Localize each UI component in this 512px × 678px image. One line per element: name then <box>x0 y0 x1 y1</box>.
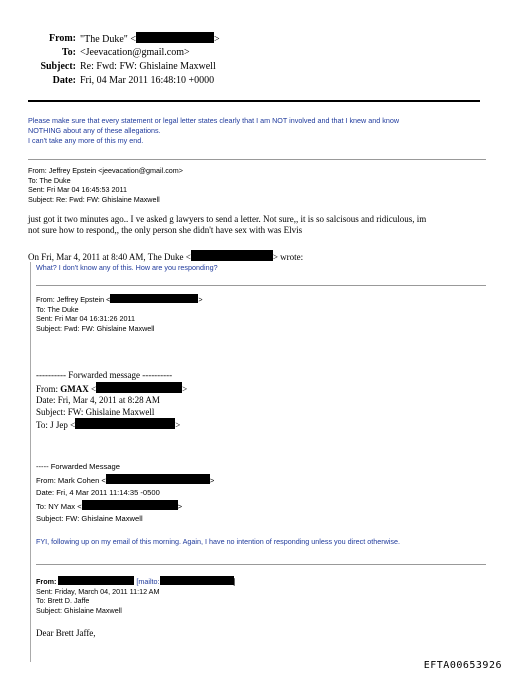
subject-label: Subject: <box>40 61 76 72</box>
forwarded-message-1: ---------- Forwarded message ---------- From: GMAX < > Date: Fri, Mar 4, 2011 at 8:28 AM Subject: FW: Ghislaine Maxwell To: J Jep < > <box>36 370 188 430</box>
redaction <box>58 576 134 585</box>
to-value: <Jeevacation@gmail.com> <box>80 47 190 58</box>
message-1-body: just got it two minutes ago.. I ve asked g lawyers to send a letter. Not sure,, it is so salcisous and ridiculous, im not sure how to respond,, the only person she didn't have sex with was Elvis <box>28 214 427 235</box>
message-3-header: From: [mailto: ] Sent: Friday, March 04, 2011 11:12 AM To: Brett D. Jaffe Subject: Ghislaine Maxwell <box>36 577 236 615</box>
redaction <box>160 576 234 585</box>
redaction <box>82 500 178 510</box>
subject-value: Re: Fwd: FW: Ghislaine Maxwell <box>80 61 216 72</box>
message-2-header: From: Jeffrey Epstein < > To: The Duke Sent: Fri Mar 04 16:31:26 2011 Subject: Fwd: FW: Ghislaine Maxwell <box>36 295 203 333</box>
quote-bar <box>30 262 31 662</box>
redaction <box>96 382 182 393</box>
divider <box>36 564 486 565</box>
to-label: To: <box>61 47 76 58</box>
from-value: "The Duke" < > <box>80 34 220 45</box>
greeting: Dear Brett Jaffe, <box>36 628 96 638</box>
forwarded-message-2: ----- Forwarded Message From: Mark Cohen < > Date: Fri, 4 Mar 2011 11:14:35 -0500 To: NY Max < > Subject: FW: Ghislaine Maxwell <box>36 462 215 523</box>
quote-intro: On Fri, Mar 4, 2011 at 8:40 AM, The Duke < > wrote: <box>28 252 304 262</box>
redaction <box>106 474 210 484</box>
redaction <box>110 294 198 303</box>
bates-number: EFTA00653926 <box>423 660 502 671</box>
redaction <box>136 32 214 43</box>
message-1-header: From: Jeffrey Epstein <jeevacation@gmail.com> To: The Duke Sent: Fri Mar 04 16:45:53 2011 Subject: Re: Fwd: FW: Ghislaine Maxwell <box>28 166 183 204</box>
quote-text: What? I don't know any of this. How are you responding? <box>36 263 218 272</box>
date-value: Fri, 04 Mar 2011 16:48:10 +0000 <box>80 75 215 86</box>
redaction <box>191 250 273 261</box>
divider <box>28 159 486 160</box>
email-header <box>0 32 300 92</box>
forwarded-message-2-body: FYI, following up on my email of this morning. Again, I have no intention of responding unless you direct otherwise. <box>36 537 400 546</box>
redaction <box>75 418 175 429</box>
date-label: Date: <box>52 75 76 86</box>
header-divider <box>28 100 480 102</box>
from-label: From: <box>48 33 76 44</box>
reply-body: Please make sure that every statement or legal letter states clearly that I am NOT involved and that I knew and know NOTHING about any of these allegations. I can't take any more of this my end. <box>28 116 400 145</box>
divider <box>36 285 486 286</box>
